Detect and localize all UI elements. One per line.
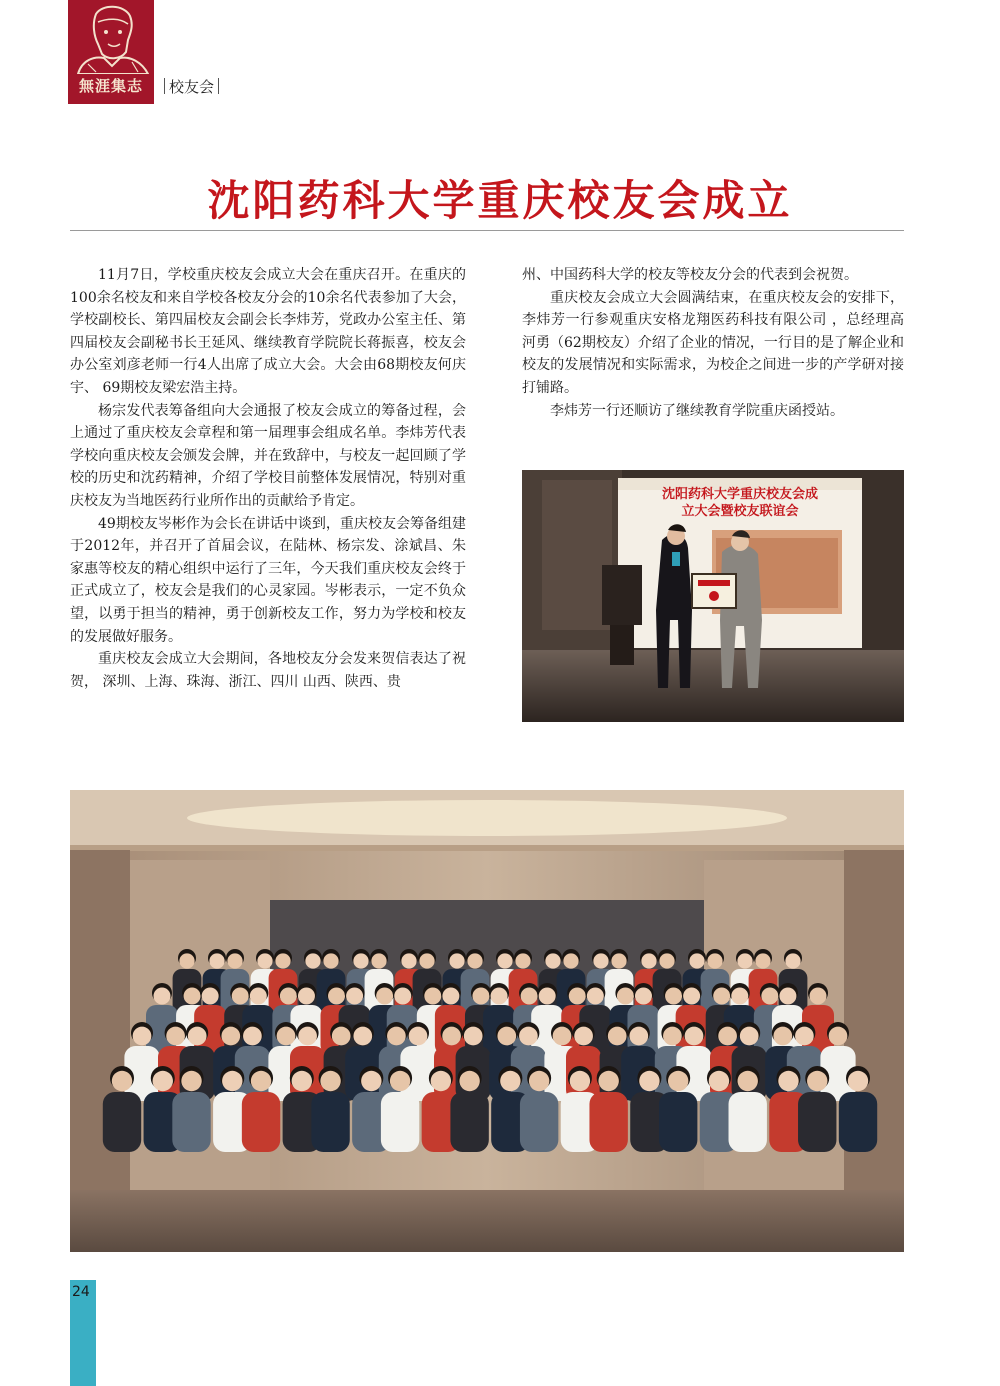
person-face (277, 1027, 296, 1046)
person-face (497, 953, 512, 968)
person-face (328, 988, 345, 1005)
person-face (133, 1027, 152, 1046)
person-face (659, 953, 674, 968)
person-body (450, 1092, 488, 1152)
person-face (394, 988, 411, 1005)
person-face (663, 1027, 682, 1046)
person-face (593, 953, 608, 968)
person-face (500, 1071, 520, 1091)
person-face (685, 1027, 704, 1046)
person-body (520, 1092, 558, 1152)
section-label: 校友会 (169, 78, 215, 96)
person-face (718, 1027, 737, 1046)
person-face (401, 953, 416, 968)
person-face (361, 1071, 381, 1091)
person-face (629, 1027, 648, 1046)
paragraph: 重庆校友会成立大会圆满结束，在重庆校友会的安排下，李炜芳一行参观重庆安格龙翔医药科技有限公司 ，总经理高河勇（62期校友）介绍了企业的情况，一行目的是了解企业和校友的发展情况和实际需求，为校企之间进一步的产学研对接打铺路。 (522, 289, 904, 396)
person-face (419, 953, 434, 968)
person-face (515, 953, 530, 968)
person-face (332, 1027, 351, 1046)
person-face (227, 953, 242, 968)
person-face (795, 1027, 814, 1046)
person-body (381, 1092, 419, 1152)
person-face (209, 953, 224, 968)
person-face (521, 988, 538, 1005)
person-face (371, 953, 386, 968)
person-face (529, 1071, 549, 1091)
person-face (292, 1071, 312, 1091)
person-face (442, 1027, 461, 1046)
person-face (598, 1071, 618, 1091)
person-face (539, 988, 556, 1005)
person-face (257, 953, 272, 968)
person-body (589, 1092, 627, 1152)
person-face (222, 1071, 242, 1091)
person-face (713, 988, 730, 1005)
person-face (641, 953, 656, 968)
person-body (659, 1092, 697, 1152)
person-face (442, 988, 459, 1005)
person-face (250, 988, 267, 1005)
person-face (773, 1027, 792, 1046)
person-face (232, 988, 249, 1005)
person-face (639, 1071, 659, 1091)
person-face (570, 1071, 590, 1091)
person-face (459, 1071, 479, 1091)
person-face (280, 988, 297, 1005)
person-face (807, 1071, 827, 1091)
person-face (740, 1027, 759, 1046)
person-face (251, 1071, 271, 1091)
person-face (390, 1071, 410, 1091)
person-body (172, 1092, 210, 1152)
person-face (829, 1027, 848, 1046)
person-face (166, 1027, 185, 1046)
page-number: 24 (72, 1284, 90, 1300)
person-face (154, 988, 171, 1005)
person-face (755, 953, 770, 968)
person-face (112, 1071, 132, 1091)
person-face (409, 1027, 428, 1046)
person-face (298, 988, 315, 1005)
person-face (611, 953, 626, 968)
person-face (668, 1071, 688, 1091)
person-face (449, 953, 464, 968)
person-face (472, 988, 489, 1005)
paragraph: 11月7日，学校重庆校友会成立大会在重庆召开。在重庆的100余名校友和来自学校各校友分会的10余名代表参加了大会，学校副校长、第四届校友会副会长李炜芳，党政办公室主任、第四届校友会副秘书长王延风、继续教育学院院长蒋振喜，校友会办公室刘彦老师一行4人出席了成立大会。大会由68期校友何庆宇、 69期校友梁宏浩主持。 (70, 267, 466, 396)
person-face (731, 988, 748, 1005)
person-face (467, 953, 482, 968)
divider (218, 78, 219, 94)
person-face (387, 1027, 406, 1046)
article-right-column (522, 264, 904, 422)
person-face (298, 1027, 317, 1046)
person-face (353, 953, 368, 968)
section-tag (160, 76, 223, 97)
person-face (202, 988, 219, 1005)
person-face (779, 988, 796, 1005)
person-face (305, 953, 320, 968)
person-face (545, 953, 560, 968)
person-face (320, 1071, 340, 1091)
banner-line-1: 沈阳药科大学重庆校友会成 (661, 487, 819, 502)
paragraph: 49期校友岑彬作为会长在讲话中谈到，重庆校友会筹备组建于2012年，并召开了首届会议，在陆林、杨宗发、涂斌昌、朱家惠等校友的精心组织中运行了三年，今天我们重庆校友会终于正式成立了，校友会是我们的心灵家园。岑彬表示，一定不负众望，以勇于担当的精神，勇于创新校友工作，努力为学校和校友的发展做好服务。 (70, 515, 466, 645)
person-face (181, 1071, 201, 1091)
person-face (689, 953, 704, 968)
person-face (848, 1071, 868, 1091)
person-face (153, 1071, 173, 1091)
person-face (608, 1027, 627, 1046)
person-face (635, 988, 652, 1005)
person-face (464, 1027, 483, 1046)
person-body (103, 1092, 141, 1152)
paragraph: 李炜芳一行还顺访了继续教育学院重庆函授站。 (550, 402, 844, 419)
person-face (424, 988, 441, 1005)
person-body (311, 1092, 349, 1152)
person-face (553, 1027, 572, 1046)
person-face (778, 1071, 798, 1091)
ceremony-photo (522, 470, 904, 722)
person-face (497, 1027, 516, 1046)
person-face (707, 953, 722, 968)
person-face (431, 1071, 451, 1091)
person-face (810, 988, 827, 1005)
person-face (738, 1071, 758, 1091)
person-face (376, 988, 393, 1005)
divider (164, 78, 165, 94)
person-face (574, 1027, 593, 1046)
person-face (221, 1027, 240, 1046)
person-face (179, 953, 194, 968)
person-face (761, 988, 778, 1005)
person-body (242, 1092, 280, 1152)
group-photo (70, 790, 904, 1252)
person-face (737, 953, 752, 968)
banner-line-2: 立大会暨校友联谊会 (681, 504, 799, 519)
person-face (587, 988, 604, 1005)
person-body (839, 1092, 877, 1152)
person-face (491, 988, 508, 1005)
person-face (665, 988, 682, 1005)
person-face (785, 953, 800, 968)
person-face (519, 1027, 538, 1046)
person-body (729, 1092, 767, 1152)
person-face (275, 953, 290, 968)
magazine-name: 無涯集志 (78, 77, 143, 95)
person-face (188, 1027, 207, 1046)
person-face (353, 1027, 372, 1046)
person-body (798, 1092, 836, 1152)
person-face (346, 988, 363, 1005)
article-title: 沈阳药科大学重庆校友会成立 (207, 176, 793, 225)
title-divider (70, 230, 904, 231)
person-face (709, 1071, 729, 1091)
person-face (617, 988, 634, 1005)
ceremony-photo-image (522, 470, 904, 722)
person-face (683, 988, 700, 1005)
person-face (569, 988, 586, 1005)
magazine-logo (68, 0, 154, 104)
paragraph: 杨宗发代表筹备组向大会通报了校友会成立的筹备过程，会上通过了重庆校友会章程和第一届理事会组成名单。李炜芳代表学校向重庆校友会颁发会牌，并在致辞中，与校友一起回顾了学校的历史和沈药精神，介绍了学校目前整体发展情况，特别对重庆校友为当地医药行业所作出的贡献给予肯定。 (70, 402, 466, 509)
person-face (184, 988, 201, 1005)
person-face (563, 953, 578, 968)
person-face (243, 1027, 262, 1046)
person-face (323, 953, 338, 968)
group-photo-image (70, 790, 904, 1252)
paragraph: 州、中国药科大学的校友等校友分会的代表到会祝贺。 (522, 267, 858, 283)
portrait-illustration (68, 0, 154, 74)
article-left-column (70, 264, 466, 693)
paragraph: 重庆校友会成立大会期间，各地校友分会发来贺信表达了祝贺， 深圳、上海、珠海、浙江、四川 山西、陕西、贵 (70, 651, 466, 690)
